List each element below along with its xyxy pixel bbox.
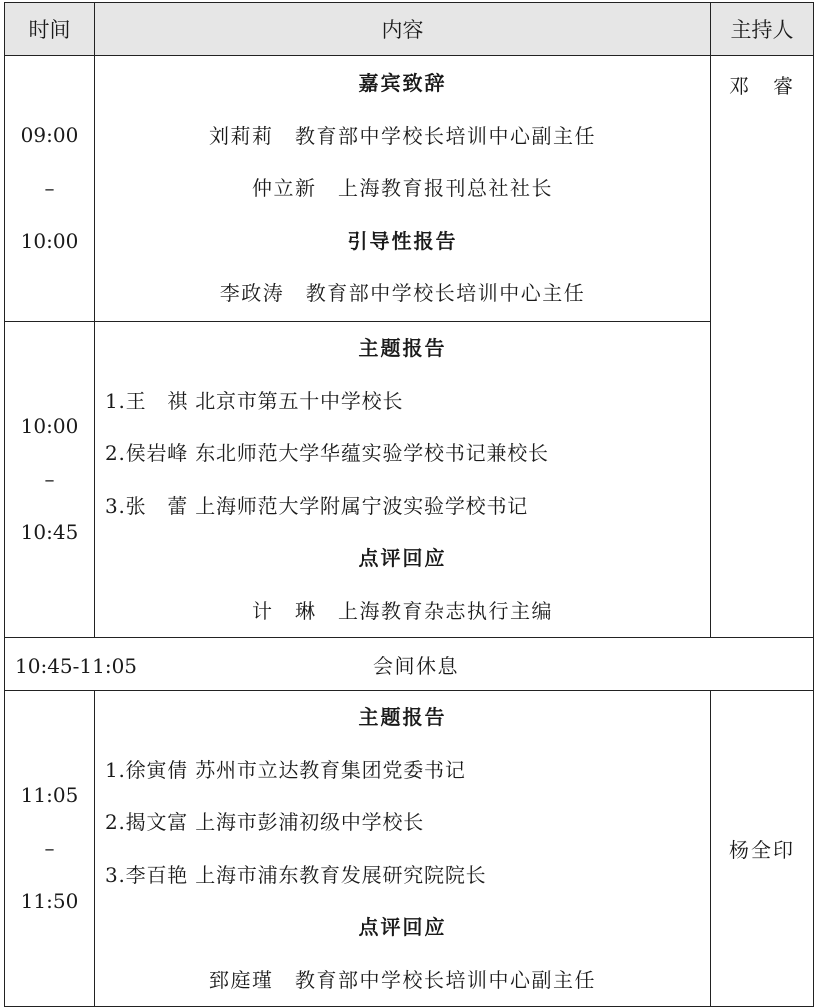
session-time: 09:00 – 10:00 (5, 56, 95, 322)
host-late: 杨全印 (711, 691, 814, 1007)
schedule-table (4, 2, 814, 1007)
section-heading: 点评回应 (358, 915, 447, 939)
session-2 (5, 322, 814, 638)
section-heading: 引导性报告 (347, 228, 458, 253)
speaker-line: 仲立新 上海教育报刊总社社长 (252, 176, 553, 201)
section-heading: 嘉宾致辞 (358, 71, 447, 96)
speaker-line: 2.侯岩峰 东北师范大学华蕴实验学校书记兼校长 (105, 441, 549, 465)
section-heading: 点评回应 (358, 546, 447, 570)
break-cell (5, 638, 814, 691)
speaker-line: 郅庭瑾 教育部中学校长培训中心副主任 (209, 967, 596, 992)
break-row (5, 638, 814, 691)
session-1 (5, 56, 814, 322)
speaker-line: 3.张 蕾 上海师范大学附属宁波实验学校书记 (105, 493, 529, 518)
session-time: 10:00 – 10:45 (5, 322, 95, 638)
speaker-line: 3.李百艳 上海市浦东教育发展研究院院长 (105, 862, 487, 887)
header-host: 主持人 (711, 3, 814, 56)
speaker-line: 计 琳 上海教育杂志执行主编 (252, 598, 553, 623)
speaker-line: 2.揭文富 上海市彭浦初级中学校长 (105, 810, 425, 834)
session-time: 11:05 – 11:50 (5, 691, 95, 1007)
section-heading: 主题报告 (358, 336, 447, 360)
header-content: 内容 (95, 3, 711, 56)
session-content (95, 56, 711, 322)
speaker-line: 1.徐寅倩 苏州市立达教育集团党委书记 (105, 757, 466, 782)
session-3 (5, 691, 814, 1007)
speaker-line: 刘莉莉 教育部中学校长培训中心副主任 (209, 123, 596, 148)
speaker-line: 李政涛 教育部中学校长培训中心主任 (219, 281, 586, 306)
header-row (5, 3, 814, 56)
section-heading: 主题报告 (358, 705, 447, 729)
session-content (95, 691, 711, 1007)
break-label: 会间休息 (373, 653, 460, 678)
host-morning: 邓 睿 (711, 56, 814, 638)
speaker-line: 1.王 祺 北京市第五十中学校长 (105, 388, 404, 413)
header-time: 时间 (5, 3, 95, 56)
session-content (95, 322, 711, 638)
break-time: 10:45-11:05 (15, 653, 138, 678)
